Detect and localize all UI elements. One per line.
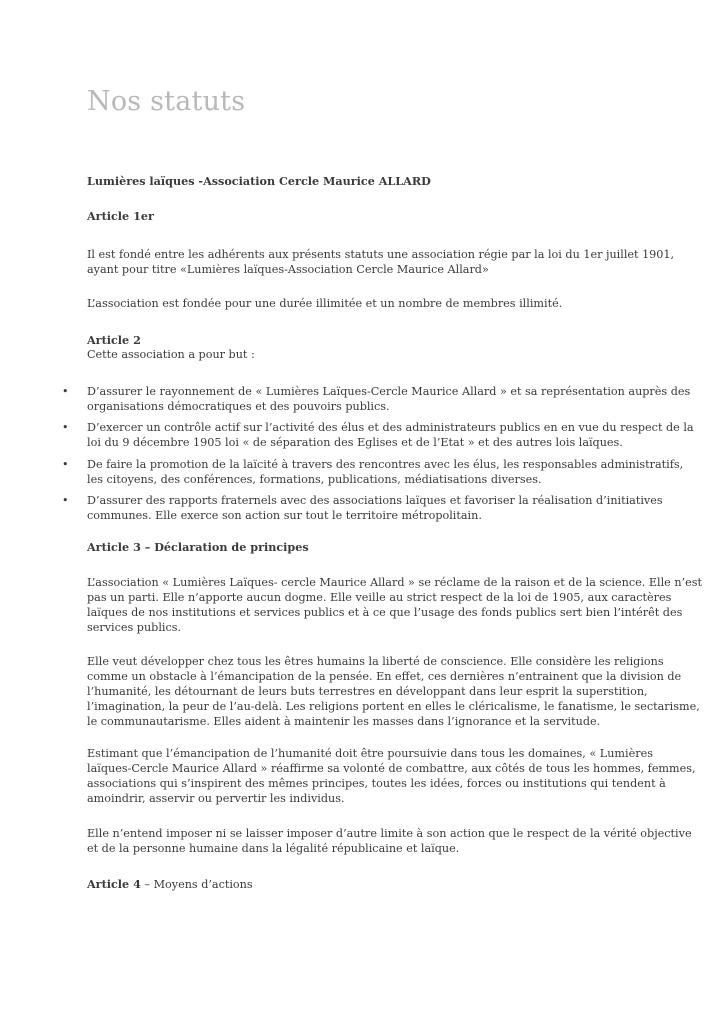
association-heading: Lumières laïques -Association Cercle Maurice ALLARD: [87, 174, 431, 188]
article-3-paragraph-1: [87, 575, 702, 635]
text-line: amoindrir, asservir ou pervertir les individus.: [87, 792, 345, 805]
text-line: loi du 9 décembre 1905 loi « de séparation des Eglises et de l’Etat » et des autres lois laïques.: [87, 436, 623, 449]
article-4-title-rest: – Moyens d’actions: [140, 878, 253, 891]
text-line: les citoyens, des conférences, formations, publications, médiatisations diverses.: [87, 473, 542, 486]
text-line: Elle n’entend imposer ni se laisser imposer d’autre limite à son action que le respect de la vérité objective: [87, 827, 692, 840]
bullet-icon: •: [62, 421, 69, 434]
article-4-title-bold: Article 4: [87, 877, 141, 891]
text-line: l’imagination, la peur de l’au-delà. Les religions portent en elles le cléricalisme, le fanatisme, le sectarisme,: [87, 700, 700, 713]
text-line: communes. Elle exerce son action sur tout le territoire métropolitain.: [87, 509, 482, 522]
article-1-title: Article 1er: [87, 209, 154, 223]
article-2-intro: Cette association a pour but :: [87, 348, 255, 361]
text-line: ayant pour titre «Lumières laïques-Association Cercle Maurice Allard»: [87, 263, 489, 276]
bullet-icon: •: [62, 385, 69, 398]
article-3-paragraph-4: [87, 826, 692, 856]
article-3-paragraph-2: [87, 654, 700, 729]
article-1-paragraph-1: [87, 247, 675, 277]
text-line: De faire la promotion de la laïcité à travers des rencontres avec les élus, les responsables administratifs,: [87, 458, 684, 471]
bullet-icon: •: [62, 458, 69, 471]
article-3-title: Article 3 – Déclaration de principes: [87, 540, 309, 554]
text-line: comme un obstacle à l’émancipation de la pensée. En effet, ces dernières n’entrainent que la division de: [87, 670, 682, 683]
text-line: D’assurer le rayonnement de « Lumières Laïques-Cercle Maurice Allard » et sa représentation auprès des: [87, 385, 691, 398]
text-line: D’assurer des rapports fraternels avec des associations laïques et favoriser la réalisation d’initiatives: [87, 494, 663, 507]
text-line: Estimant que l’émancipation de l’humanité doit être poursuivie dans tous les domaines, « Lumières: [87, 747, 653, 760]
text-line: L’association « Lumières Laïques- cercle Maurice Allard » se réclame de la raison et de la science. Elle n’est: [87, 576, 702, 589]
text-line: services publics.: [87, 621, 182, 634]
article-3-paragraph-3: [87, 746, 696, 806]
text-line: le communautarisme. Elles aident à maintenir les masses dans l’ignorance et la servitude.: [87, 715, 601, 728]
bullet-item: [62, 420, 694, 450]
text-line: laïques de nos institutions et services publics et à ce que l’usage des fonds publics sert bien l’intérêt des: [87, 606, 683, 619]
bullet-item: [62, 384, 691, 414]
text-line: laïques-Cercle Maurice Allard » réaffirme sa volonté de combattre, aux côtés de tous les hommes, femmes,: [87, 762, 696, 775]
text-line: Elle veut développer chez tous les êtres humains la liberté de conscience. Elle considère les religions: [87, 655, 664, 668]
text-line: l’humanité, les détournant de leurs buts terrestres en développant dans leur esprit la superstition,: [87, 685, 648, 698]
page-title: Nos statuts: [87, 86, 246, 117]
text-line: D’exercer un contrôle actif sur l’activité des élus et des administrateurs publics en en vue du respect de la: [87, 421, 694, 434]
article-4-title: [87, 877, 637, 892]
text-line: pas un parti. Elle n’apporte aucun dogme. Elle veille au strict respect de la loi de 1905, aux caractères: [87, 591, 672, 604]
bullet-icon: •: [62, 494, 69, 507]
text-line: associations qui s’inspirent des mêmes principes, toutes les idées, forces ou institutions qui tendent à: [87, 777, 666, 790]
bullet-item: [62, 457, 684, 487]
article-1-paragraph-2: L’association est fondée pour une durée illimitée et un nombre de membres illimité.: [87, 297, 563, 310]
article-2-title: Article 2: [87, 333, 141, 347]
text-line: Il est fondé entre les adhérents aux présents statuts une association régie par la loi du 1er juillet 1901,: [87, 248, 675, 261]
bullet-item: [62, 493, 663, 523]
text-line: et de la personne humaine dans la légalité républicaine et laïque.: [87, 842, 460, 855]
text-line: organisations démocratiques et des pouvoirs publics.: [87, 400, 390, 413]
